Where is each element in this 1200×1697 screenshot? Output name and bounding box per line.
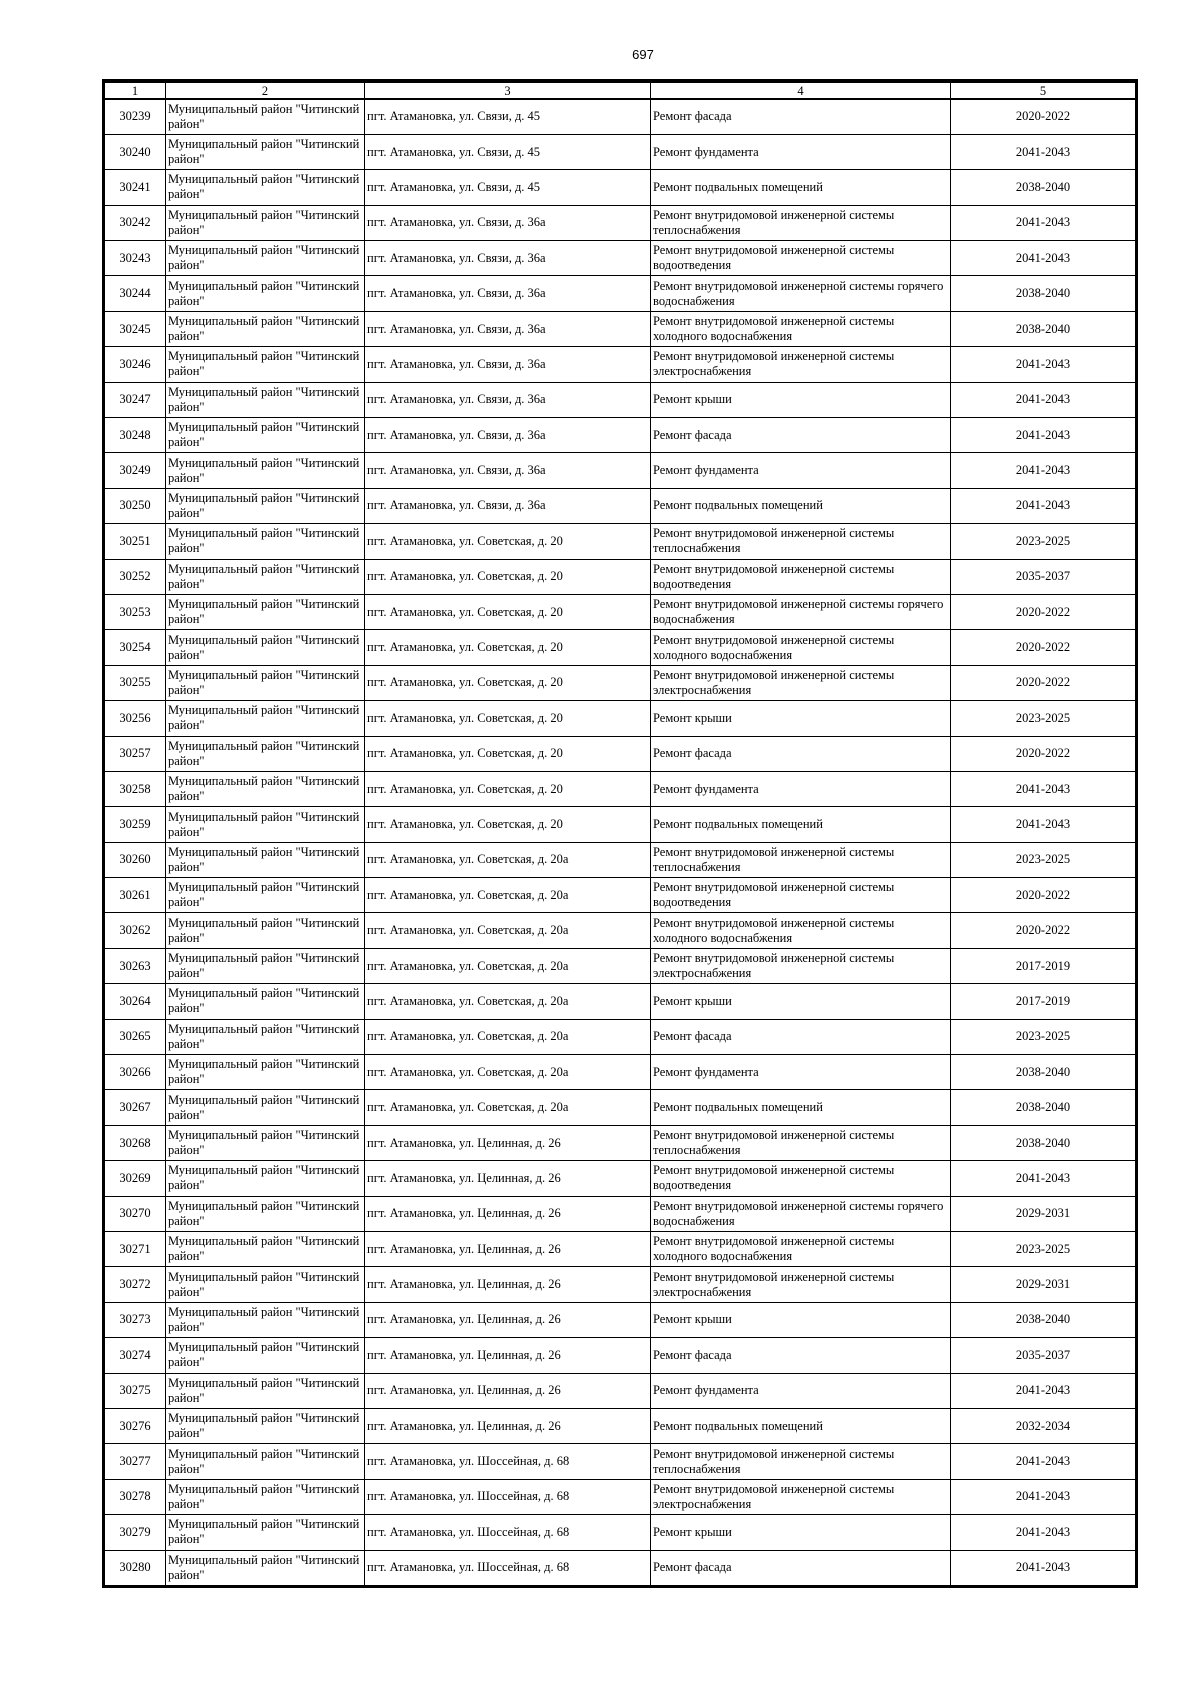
work-type-cell: Ремонт фасада bbox=[651, 1338, 951, 1373]
municipality-cell: Муниципальный район "Читинский район" bbox=[166, 241, 365, 276]
municipality-cell: Муниципальный район "Читинский район" bbox=[166, 134, 365, 169]
row-number-cell: 30274 bbox=[105, 1338, 166, 1373]
address-cell: пгт. Атамановка, ул. Связи, д. 36а bbox=[365, 418, 651, 453]
period-cell: 2032-2034 bbox=[951, 1408, 1136, 1443]
period-cell: 2041-2043 bbox=[951, 241, 1136, 276]
address-cell: пгт. Атамановка, ул. Советская, д. 20 bbox=[365, 524, 651, 559]
table-row bbox=[105, 736, 1136, 771]
row-number-cell: 30272 bbox=[105, 1267, 166, 1302]
column-header-1: 1 bbox=[105, 82, 166, 99]
work-type-cell: Ремонт внутридомовой инженерной системы электроснабжения bbox=[651, 948, 951, 983]
work-type-cell: Ремонт внутридомовой инженерной системы холодного водоснабжения bbox=[651, 311, 951, 346]
address-cell: пгт. Атамановка, ул. Целинная, д. 26 bbox=[365, 1267, 651, 1302]
address-cell: пгт. Атамановка, ул. Связи, д. 36а bbox=[365, 311, 651, 346]
address-cell: пгт. Атамановка, ул. Советская, д. 20 bbox=[365, 771, 651, 806]
row-number-cell: 30264 bbox=[105, 984, 166, 1019]
period-cell: 2041-2043 bbox=[951, 453, 1136, 488]
address-cell: пгт. Атамановка, ул. Советская, д. 20а bbox=[365, 984, 651, 1019]
row-number-cell: 30278 bbox=[105, 1479, 166, 1514]
table-row bbox=[105, 630, 1136, 665]
row-number-cell: 30275 bbox=[105, 1373, 166, 1408]
page-number: 697 bbox=[632, 47, 654, 62]
work-type-cell: Ремонт внутридомовой инженерной системы водоотведения bbox=[651, 241, 951, 276]
address-cell: пгт. Атамановка, ул. Целинная, д. 26 bbox=[365, 1125, 651, 1160]
table-row bbox=[105, 1090, 1136, 1125]
work-type-cell: Ремонт внутридомовой инженерной системы холодного водоснабжения bbox=[651, 630, 951, 665]
table-row bbox=[105, 1444, 1136, 1479]
period-cell: 2038-2040 bbox=[951, 1302, 1136, 1337]
municipality-cell: Муниципальный район "Читинский район" bbox=[166, 1196, 365, 1231]
work-type-cell: Ремонт крыши bbox=[651, 382, 951, 417]
row-number-cell: 30277 bbox=[105, 1444, 166, 1479]
period-cell: 2041-2043 bbox=[951, 1515, 1136, 1550]
table-row bbox=[105, 134, 1136, 169]
municipality-cell: Муниципальный район "Читинский район" bbox=[166, 701, 365, 736]
table-row bbox=[105, 1161, 1136, 1196]
period-cell: 2041-2043 bbox=[951, 1479, 1136, 1514]
table-row bbox=[105, 241, 1136, 276]
municipality-cell: Муниципальный район "Читинский район" bbox=[166, 1302, 365, 1337]
period-cell: 2023-2025 bbox=[951, 524, 1136, 559]
table-row bbox=[105, 205, 1136, 240]
period-cell: 2020-2022 bbox=[951, 913, 1136, 948]
address-cell: пгт. Атамановка, ул. Советская, д. 20 bbox=[365, 594, 651, 629]
municipality-cell: Муниципальный район "Читинский район" bbox=[166, 771, 365, 806]
row-number-cell: 30268 bbox=[105, 1125, 166, 1160]
address-cell: пгт. Атамановка, ул. Советская, д. 20 bbox=[365, 665, 651, 700]
table-row bbox=[105, 1515, 1136, 1550]
work-type-cell: Ремонт крыши bbox=[651, 701, 951, 736]
municipality-cell: Муниципальный район "Читинский район" bbox=[166, 1232, 365, 1267]
row-number-cell: 30253 bbox=[105, 594, 166, 629]
row-number-cell: 30245 bbox=[105, 311, 166, 346]
address-cell: пгт. Атамановка, ул. Связи, д. 45 bbox=[365, 99, 651, 134]
table-row bbox=[105, 1338, 1136, 1373]
municipality-cell: Муниципальный район "Читинский район" bbox=[166, 842, 365, 877]
municipality-cell: Муниципальный район "Читинский район" bbox=[166, 1161, 365, 1196]
work-type-cell: Ремонт внутридомовой инженерной системы водоотведения bbox=[651, 878, 951, 913]
row-number-cell: 30262 bbox=[105, 913, 166, 948]
table-row bbox=[105, 665, 1136, 700]
period-cell: 2038-2040 bbox=[951, 276, 1136, 311]
address-cell: пгт. Атамановка, ул. Советская, д. 20а bbox=[365, 913, 651, 948]
table-row bbox=[105, 559, 1136, 594]
municipality-cell: Муниципальный район "Читинский район" bbox=[166, 1515, 365, 1550]
period-cell: 2041-2043 bbox=[951, 134, 1136, 169]
row-number-cell: 30244 bbox=[105, 276, 166, 311]
row-number-cell: 30258 bbox=[105, 771, 166, 806]
period-cell: 2038-2040 bbox=[951, 170, 1136, 205]
table-row bbox=[105, 1408, 1136, 1443]
table-row bbox=[105, 418, 1136, 453]
period-cell: 2041-2043 bbox=[951, 1161, 1136, 1196]
table-row bbox=[105, 913, 1136, 948]
period-cell: 2035-2037 bbox=[951, 1338, 1136, 1373]
municipality-cell: Муниципальный район "Читинский район" bbox=[166, 205, 365, 240]
municipality-cell: Муниципальный район "Читинский район" bbox=[166, 311, 365, 346]
municipality-cell: Муниципальный район "Читинский район" bbox=[166, 913, 365, 948]
work-type-cell: Ремонт фасада bbox=[651, 1550, 951, 1585]
work-type-cell: Ремонт подвальных помещений bbox=[651, 488, 951, 523]
address-cell: пгт. Атамановка, ул. Связи, д. 36а bbox=[365, 488, 651, 523]
municipality-cell: Муниципальный район "Читинский район" bbox=[166, 453, 365, 488]
work-type-cell: Ремонт внутридомовой инженерной системы теплоснабжения bbox=[651, 205, 951, 240]
table-row bbox=[105, 1055, 1136, 1090]
work-type-cell: Ремонт крыши bbox=[651, 1302, 951, 1337]
period-cell: 2038-2040 bbox=[951, 1090, 1136, 1125]
address-cell: пгт. Атамановка, ул. Советская, д. 20 bbox=[365, 559, 651, 594]
work-type-cell: Ремонт крыши bbox=[651, 984, 951, 1019]
municipality-cell: Муниципальный район "Читинский район" bbox=[166, 1408, 365, 1443]
address-cell: пгт. Атамановка, ул. Советская, д. 20 bbox=[365, 807, 651, 842]
table-row bbox=[105, 170, 1136, 205]
work-type-cell: Ремонт внутридомовой инженерной системы теплоснабжения bbox=[651, 524, 951, 559]
row-number-cell: 30255 bbox=[105, 665, 166, 700]
row-number-cell: 30266 bbox=[105, 1055, 166, 1090]
table-row bbox=[105, 488, 1136, 523]
municipality-cell: Муниципальный район "Читинский район" bbox=[166, 1338, 365, 1373]
row-number-cell: 30240 bbox=[105, 134, 166, 169]
municipality-cell: Муниципальный район "Читинский район" bbox=[166, 1055, 365, 1090]
table-row bbox=[105, 807, 1136, 842]
period-cell: 2023-2025 bbox=[951, 842, 1136, 877]
address-cell: пгт. Атамановка, ул. Советская, д. 20 bbox=[365, 736, 651, 771]
municipality-cell: Муниципальный район "Читинский район" bbox=[166, 99, 365, 134]
work-type-cell: Ремонт внутридомовой инженерной системы водоотведения bbox=[651, 559, 951, 594]
address-cell: пгт. Атамановка, ул. Связи, д. 36а bbox=[365, 205, 651, 240]
row-number-cell: 30263 bbox=[105, 948, 166, 983]
work-type-cell: Ремонт фундамента bbox=[651, 453, 951, 488]
address-cell: пгт. Атамановка, ул. Целинная, д. 26 bbox=[365, 1338, 651, 1373]
row-number-cell: 30248 bbox=[105, 418, 166, 453]
work-type-cell: Ремонт фасада bbox=[651, 99, 951, 134]
period-cell: 2041-2043 bbox=[951, 418, 1136, 453]
table-row bbox=[105, 524, 1136, 559]
address-cell: пгт. Атамановка, ул. Связи, д. 45 bbox=[365, 134, 651, 169]
row-number-cell: 30254 bbox=[105, 630, 166, 665]
municipality-cell: Муниципальный район "Читинский район" bbox=[166, 488, 365, 523]
municipality-cell: Муниципальный район "Читинский район" bbox=[166, 170, 365, 205]
row-number-cell: 30251 bbox=[105, 524, 166, 559]
address-cell: пгт. Атамановка, ул. Советская, д. 20а bbox=[365, 1019, 651, 1054]
period-cell: 2041-2043 bbox=[951, 488, 1136, 523]
column-header-2: 2 bbox=[166, 82, 365, 99]
work-type-cell: Ремонт фундамента bbox=[651, 771, 951, 806]
row-number-cell: 30243 bbox=[105, 241, 166, 276]
period-cell: 2041-2043 bbox=[951, 205, 1136, 240]
work-type-cell: Ремонт внутридомовой инженерной системы электроснабжения bbox=[651, 1267, 951, 1302]
address-cell: пгт. Атамановка, ул. Целинная, д. 26 bbox=[365, 1196, 651, 1231]
row-number-cell: 30273 bbox=[105, 1302, 166, 1337]
municipality-cell: Муниципальный район "Читинский район" bbox=[166, 524, 365, 559]
municipality-cell: Муниципальный район "Читинский район" bbox=[166, 736, 365, 771]
municipality-cell: Муниципальный район "Читинский район" bbox=[166, 347, 365, 382]
row-number-cell: 30271 bbox=[105, 1232, 166, 1267]
address-cell: пгт. Атамановка, ул. Советская, д. 20а bbox=[365, 842, 651, 877]
municipality-cell: Муниципальный район "Читинский район" bbox=[166, 630, 365, 665]
row-number-cell: 30256 bbox=[105, 701, 166, 736]
row-number-cell: 30239 bbox=[105, 99, 166, 134]
row-number-cell: 30265 bbox=[105, 1019, 166, 1054]
period-cell: 2017-2019 bbox=[951, 948, 1136, 983]
period-cell: 2029-2031 bbox=[951, 1196, 1136, 1231]
work-type-cell: Ремонт фундамента bbox=[651, 1055, 951, 1090]
period-cell: 2041-2043 bbox=[951, 1444, 1136, 1479]
row-number-cell: 30261 bbox=[105, 878, 166, 913]
address-cell: пгт. Атамановка, ул. Советская, д. 20а bbox=[365, 1055, 651, 1090]
municipality-cell: Муниципальный район "Читинский район" bbox=[166, 1019, 365, 1054]
row-number-cell: 30241 bbox=[105, 170, 166, 205]
address-cell: пгт. Атамановка, ул. Советская, д. 20а bbox=[365, 1090, 651, 1125]
table-body bbox=[105, 99, 1136, 1585]
work-type-cell: Ремонт фундамента bbox=[651, 1373, 951, 1408]
table-row bbox=[105, 1196, 1136, 1231]
work-type-cell: Ремонт фасада bbox=[651, 418, 951, 453]
period-cell: 2020-2022 bbox=[951, 736, 1136, 771]
address-cell: пгт. Атамановка, ул. Целинная, д. 26 bbox=[365, 1232, 651, 1267]
address-cell: пгт. Атамановка, ул. Связи, д. 36а bbox=[365, 241, 651, 276]
row-number-cell: 30267 bbox=[105, 1090, 166, 1125]
work-type-cell: Ремонт подвальных помещений bbox=[651, 1090, 951, 1125]
row-number-cell: 30252 bbox=[105, 559, 166, 594]
address-cell: пгт. Атамановка, ул. Связи, д. 36а bbox=[365, 453, 651, 488]
work-type-cell: Ремонт внутридомовой инженерной системы теплоснабжения bbox=[651, 842, 951, 877]
table-row bbox=[105, 1232, 1136, 1267]
work-type-cell: Ремонт фундамента bbox=[651, 134, 951, 169]
municipality-cell: Муниципальный район "Читинский район" bbox=[166, 984, 365, 1019]
row-number-cell: 30246 bbox=[105, 347, 166, 382]
work-type-cell: Ремонт внутридомовой инженерной системы холодного водоснабжения bbox=[651, 1232, 951, 1267]
address-cell: пгт. Атамановка, ул. Советская, д. 20а bbox=[365, 878, 651, 913]
work-type-cell: Ремонт подвальных помещений bbox=[651, 170, 951, 205]
address-cell: пгт. Атамановка, ул. Шоссейная, д. 68 bbox=[365, 1444, 651, 1479]
address-cell: пгт. Атамановка, ул. Целинная, д. 26 bbox=[365, 1161, 651, 1196]
address-cell: пгт. Атамановка, ул. Советская, д. 20 bbox=[365, 701, 651, 736]
period-cell: 2041-2043 bbox=[951, 382, 1136, 417]
work-type-cell: Ремонт подвальных помещений bbox=[651, 1408, 951, 1443]
municipality-cell: Муниципальный район "Читинский район" bbox=[166, 878, 365, 913]
table-row bbox=[105, 347, 1136, 382]
table-row bbox=[105, 984, 1136, 1019]
table-row bbox=[105, 594, 1136, 629]
municipality-cell: Муниципальный район "Читинский район" bbox=[166, 276, 365, 311]
period-cell: 2020-2022 bbox=[951, 665, 1136, 700]
work-type-cell: Ремонт внутридомовой инженерной системы электроснабжения bbox=[651, 1479, 951, 1514]
work-type-cell: Ремонт внутридомовой инженерной системы электроснабжения bbox=[651, 347, 951, 382]
table-row bbox=[105, 948, 1136, 983]
row-number-cell: 30269 bbox=[105, 1161, 166, 1196]
table-row bbox=[105, 1125, 1136, 1160]
row-number-cell: 30270 bbox=[105, 1196, 166, 1231]
address-cell: пгт. Атамановка, ул. Целинная, д. 26 bbox=[365, 1373, 651, 1408]
period-cell: 2041-2043 bbox=[951, 771, 1136, 806]
work-type-cell: Ремонт внутридомовой инженерной системы горячего водоснабжения bbox=[651, 594, 951, 629]
address-cell: пгт. Атамановка, ул. Связи, д. 45 bbox=[365, 170, 651, 205]
municipality-cell: Муниципальный район "Читинский район" bbox=[166, 1267, 365, 1302]
table-row bbox=[105, 311, 1136, 346]
work-type-cell: Ремонт внутридомовой инженерной системы горячего водоснабжения bbox=[651, 1196, 951, 1231]
table-row bbox=[105, 771, 1136, 806]
municipality-cell: Муниципальный район "Читинский район" bbox=[166, 418, 365, 453]
municipality-cell: Муниципальный район "Читинский район" bbox=[166, 807, 365, 842]
period-cell: 2035-2037 bbox=[951, 559, 1136, 594]
municipality-cell: Муниципальный район "Читинский район" bbox=[166, 665, 365, 700]
table-row bbox=[105, 878, 1136, 913]
municipality-cell: Муниципальный район "Читинский район" bbox=[166, 948, 365, 983]
period-cell: 2041-2043 bbox=[951, 1373, 1136, 1408]
table-row bbox=[105, 1373, 1136, 1408]
work-type-cell: Ремонт внутридомовой инженерной системы электроснабжения bbox=[651, 665, 951, 700]
row-number-cell: 30249 bbox=[105, 453, 166, 488]
period-cell: 2041-2043 bbox=[951, 1550, 1136, 1585]
row-number-cell: 30259 bbox=[105, 807, 166, 842]
row-number-cell: 30280 bbox=[105, 1550, 166, 1585]
row-number-cell: 30276 bbox=[105, 1408, 166, 1443]
row-number-cell: 30247 bbox=[105, 382, 166, 417]
period-cell: 2023-2025 bbox=[951, 1019, 1136, 1054]
municipality-cell: Муниципальный район "Читинский район" bbox=[166, 1125, 365, 1160]
address-cell: пгт. Атамановка, ул. Советская, д. 20а bbox=[365, 948, 651, 983]
address-cell: пгт. Атамановка, ул. Целинная, д. 26 bbox=[365, 1408, 651, 1443]
period-cell: 2020-2022 bbox=[951, 878, 1136, 913]
work-type-cell: Ремонт крыши bbox=[651, 1515, 951, 1550]
table-row bbox=[105, 1019, 1136, 1054]
address-cell: пгт. Атамановка, ул. Шоссейная, д. 68 bbox=[365, 1479, 651, 1514]
municipality-cell: Муниципальный район "Читинский район" bbox=[166, 1090, 365, 1125]
row-number-cell: 30260 bbox=[105, 842, 166, 877]
work-type-cell: Ремонт внутридомовой инженерной системы теплоснабжения bbox=[651, 1125, 951, 1160]
municipality-cell: Муниципальный район "Читинский район" bbox=[166, 1479, 365, 1514]
table-row bbox=[105, 453, 1136, 488]
period-cell: 2020-2022 bbox=[951, 99, 1136, 134]
work-type-cell: Ремонт внутридомовой инженерной системы холодного водоснабжения bbox=[651, 913, 951, 948]
address-cell: пгт. Атамановка, ул. Связи, д. 36а bbox=[365, 347, 651, 382]
table-row bbox=[105, 99, 1136, 134]
column-header-5: 5 bbox=[951, 82, 1136, 99]
municipality-cell: Муниципальный район "Читинский район" bbox=[166, 1444, 365, 1479]
address-cell: пгт. Атамановка, ул. Советская, д. 20 bbox=[365, 630, 651, 665]
period-cell: 2023-2025 bbox=[951, 1232, 1136, 1267]
period-cell: 2041-2043 bbox=[951, 807, 1136, 842]
table-row bbox=[105, 1302, 1136, 1337]
table-row bbox=[105, 701, 1136, 736]
period-cell: 2038-2040 bbox=[951, 1055, 1136, 1090]
column-header-3: 3 bbox=[365, 82, 651, 99]
period-cell: 2029-2031 bbox=[951, 1267, 1136, 1302]
work-type-cell: Ремонт фасада bbox=[651, 736, 951, 771]
row-number-cell: 30257 bbox=[105, 736, 166, 771]
work-type-cell: Ремонт фасада bbox=[651, 1019, 951, 1054]
address-cell: пгт. Атамановка, ул. Шоссейная, д. 68 bbox=[365, 1515, 651, 1550]
row-number-cell: 30242 bbox=[105, 205, 166, 240]
address-cell: пгт. Атамановка, ул. Связи, д. 36а bbox=[365, 276, 651, 311]
capital-repair-table bbox=[104, 81, 1136, 1586]
period-cell: 2023-2025 bbox=[951, 701, 1136, 736]
table-row bbox=[105, 1550, 1136, 1585]
table-row bbox=[105, 382, 1136, 417]
period-cell: 2020-2022 bbox=[951, 594, 1136, 629]
table-row bbox=[105, 1267, 1136, 1302]
column-number-row bbox=[105, 82, 1136, 99]
period-cell: 2020-2022 bbox=[951, 630, 1136, 665]
municipality-cell: Муниципальный район "Читинский район" bbox=[166, 1373, 365, 1408]
period-cell: 2038-2040 bbox=[951, 311, 1136, 346]
row-number-cell: 30279 bbox=[105, 1515, 166, 1550]
municipality-cell: Муниципальный район "Читинский район" bbox=[166, 382, 365, 417]
row-number-cell: 30250 bbox=[105, 488, 166, 523]
table-row bbox=[105, 842, 1136, 877]
work-type-cell: Ремонт внутридомовой инженерной системы теплоснабжения bbox=[651, 1444, 951, 1479]
work-type-cell: Ремонт подвальных помещений bbox=[651, 807, 951, 842]
work-type-cell: Ремонт внутридомовой инженерной системы водоотведения bbox=[651, 1161, 951, 1196]
municipality-cell: Муниципальный район "Читинский район" bbox=[166, 594, 365, 629]
address-cell: пгт. Атамановка, ул. Связи, д. 36а bbox=[365, 382, 651, 417]
work-type-cell: Ремонт внутридомовой инженерной системы горячего водоснабжения bbox=[651, 276, 951, 311]
municipality-cell: Муниципальный район "Читинский район" bbox=[166, 559, 365, 594]
municipality-cell: Муниципальный район "Читинский район" bbox=[166, 1550, 365, 1585]
address-cell: пгт. Атамановка, ул. Шоссейная, д. 68 bbox=[365, 1550, 651, 1585]
table-row bbox=[105, 1479, 1136, 1514]
address-cell: пгт. Атамановка, ул. Целинная, д. 26 bbox=[365, 1302, 651, 1337]
table-row bbox=[105, 276, 1136, 311]
period-cell: 2017-2019 bbox=[951, 984, 1136, 1019]
period-cell: 2041-2043 bbox=[951, 347, 1136, 382]
column-header-4: 4 bbox=[651, 82, 951, 99]
period-cell: 2038-2040 bbox=[951, 1125, 1136, 1160]
